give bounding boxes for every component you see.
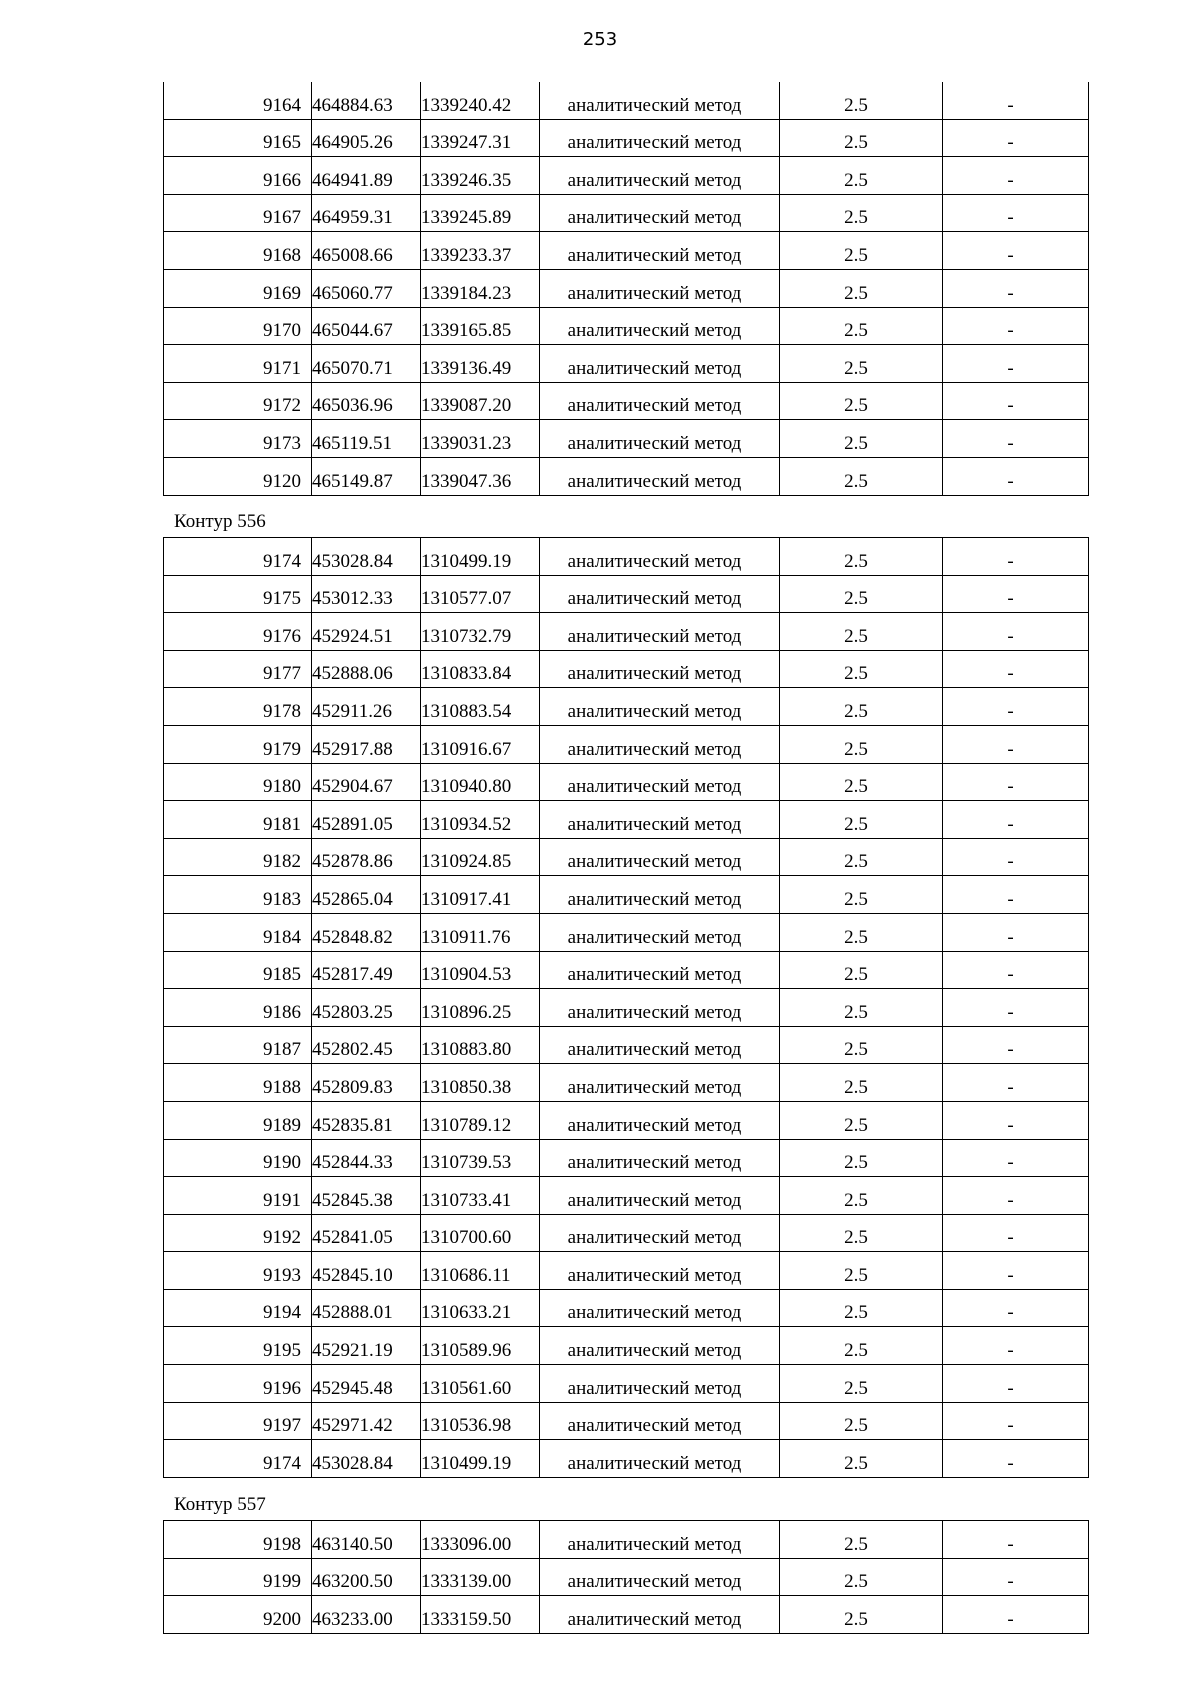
contour-label-556: Контур 556	[174, 511, 266, 532]
table-row	[164, 1214, 1089, 1252]
y-coordinate-cell: 1339247.31	[421, 119, 540, 157]
accuracy-cell: 2.5	[780, 119, 943, 157]
note-cell: -	[943, 575, 1089, 613]
x-coordinate-cell: 452971.42	[312, 1402, 421, 1440]
y-coordinate-cell: 1310833.84	[421, 650, 540, 688]
table-row	[164, 725, 1089, 763]
accuracy-cell: 2.5	[780, 613, 943, 651]
accuracy-cell: 2.5	[780, 1064, 943, 1102]
y-coordinate-cell: 1310577.07	[421, 575, 540, 613]
note-cell: -	[943, 1026, 1089, 1064]
y-coordinate-cell: 1310536.98	[421, 1402, 540, 1440]
y-coordinate-cell: 1339087.20	[421, 382, 540, 420]
method-cell: аналитический метод	[540, 838, 780, 876]
point-number-cell: 9174	[164, 538, 312, 576]
table-row	[164, 82, 1089, 119]
note-cell: -	[943, 613, 1089, 651]
accuracy-cell: 2.5	[780, 1026, 943, 1064]
table-row	[164, 1402, 1089, 1440]
x-coordinate-cell: 464959.31	[312, 194, 421, 232]
point-number-cell: 9167	[164, 194, 312, 232]
note-cell: -	[943, 538, 1089, 576]
table-row	[164, 913, 1089, 951]
accuracy-cell: 2.5	[780, 232, 943, 270]
method-cell: аналитический метод	[540, 1214, 780, 1252]
y-coordinate-cell: 1339165.85	[421, 307, 540, 345]
y-coordinate-cell: 1310940.80	[421, 763, 540, 801]
accuracy-cell: 2.5	[780, 575, 943, 613]
note-cell: -	[943, 1177, 1089, 1215]
method-cell: аналитический метод	[540, 457, 780, 495]
point-number-cell: 9187	[164, 1026, 312, 1064]
method-cell: аналитический метод	[540, 913, 780, 951]
method-cell: аналитический метод	[540, 1289, 780, 1327]
x-coordinate-cell: 464941.89	[312, 157, 421, 195]
point-number-cell: 9182	[164, 838, 312, 876]
x-coordinate-cell: 452809.83	[312, 1064, 421, 1102]
accuracy-cell: 2.5	[780, 1139, 943, 1177]
point-number-cell: 9176	[164, 613, 312, 651]
accuracy-cell: 2.5	[780, 382, 943, 420]
point-number-cell: 9194	[164, 1289, 312, 1327]
x-coordinate-cell: 452921.19	[312, 1327, 421, 1365]
method-cell: аналитический метод	[540, 194, 780, 232]
accuracy-cell: 2.5	[780, 1252, 943, 1290]
table-row	[164, 876, 1089, 914]
point-number-cell: 9172	[164, 382, 312, 420]
x-coordinate-cell: 452888.01	[312, 1289, 421, 1327]
y-coordinate-cell: 1333159.50	[421, 1596, 540, 1634]
point-number-cell: 9191	[164, 1177, 312, 1215]
note-cell: -	[943, 382, 1089, 420]
table-row	[164, 119, 1089, 157]
table-row	[164, 269, 1089, 307]
point-number-cell: 9189	[164, 1101, 312, 1139]
method-cell: аналитический метод	[540, 1521, 780, 1559]
note-cell: -	[943, 1521, 1089, 1559]
point-number-cell: 9200	[164, 1596, 312, 1634]
x-coordinate-cell: 463140.50	[312, 1521, 421, 1559]
method-cell: аналитический метод	[540, 157, 780, 195]
table-row	[164, 457, 1089, 495]
method-cell: аналитический метод	[540, 1558, 780, 1596]
method-cell: аналитический метод	[540, 613, 780, 651]
method-cell: аналитический метод	[540, 951, 780, 989]
note-cell: -	[943, 307, 1089, 345]
x-coordinate-cell: 452844.33	[312, 1139, 421, 1177]
y-coordinate-cell: 1310739.53	[421, 1139, 540, 1177]
point-number-cell: 9166	[164, 157, 312, 195]
coordinates-table-contour-557	[163, 1520, 1089, 1634]
point-number-cell: 9186	[164, 989, 312, 1027]
x-coordinate-cell: 452845.10	[312, 1252, 421, 1290]
note-cell: -	[943, 1214, 1089, 1252]
table-row	[164, 1177, 1089, 1215]
note-cell: -	[943, 194, 1089, 232]
table-row	[164, 307, 1089, 345]
accuracy-cell: 2.5	[780, 1365, 943, 1403]
table-row	[164, 801, 1089, 839]
point-number-cell: 9195	[164, 1327, 312, 1365]
y-coordinate-cell: 1333139.00	[421, 1558, 540, 1596]
method-cell: аналитический метод	[540, 269, 780, 307]
accuracy-cell: 2.5	[780, 1558, 943, 1596]
x-coordinate-cell: 464884.63	[312, 82, 421, 119]
accuracy-cell: 2.5	[780, 194, 943, 232]
table-row	[164, 1289, 1089, 1327]
accuracy-cell: 2.5	[780, 1440, 943, 1478]
table-row	[164, 1026, 1089, 1064]
accuracy-cell: 2.5	[780, 1596, 943, 1634]
y-coordinate-cell: 1339047.36	[421, 457, 540, 495]
note-cell: -	[943, 1440, 1089, 1478]
x-coordinate-cell: 452917.88	[312, 725, 421, 763]
method-cell: аналитический метод	[540, 1252, 780, 1290]
x-coordinate-cell: 465036.96	[312, 382, 421, 420]
note-cell: -	[943, 269, 1089, 307]
method-cell: аналитический метод	[540, 1402, 780, 1440]
note-cell: -	[943, 1327, 1089, 1365]
accuracy-cell: 2.5	[780, 345, 943, 383]
accuracy-cell: 2.5	[780, 1289, 943, 1327]
y-coordinate-cell: 1310904.53	[421, 951, 540, 989]
method-cell: аналитический метод	[540, 307, 780, 345]
method-cell: аналитический метод	[540, 1365, 780, 1403]
note-cell: -	[943, 650, 1089, 688]
method-cell: аналитический метод	[540, 725, 780, 763]
y-coordinate-cell: 1310850.38	[421, 1064, 540, 1102]
note-cell: -	[943, 763, 1089, 801]
accuracy-cell: 2.5	[780, 876, 943, 914]
method-cell: аналитический метод	[540, 1327, 780, 1365]
note-cell: -	[943, 232, 1089, 270]
accuracy-cell: 2.5	[780, 1521, 943, 1559]
y-coordinate-cell: 1310499.19	[421, 538, 540, 576]
y-coordinate-cell: 1310732.79	[421, 613, 540, 651]
x-coordinate-cell: 452835.81	[312, 1101, 421, 1139]
table-row	[164, 838, 1089, 876]
accuracy-cell: 2.5	[780, 1327, 943, 1365]
x-coordinate-cell: 465060.77	[312, 269, 421, 307]
x-coordinate-cell: 452803.25	[312, 989, 421, 1027]
accuracy-cell: 2.5	[780, 82, 943, 119]
x-coordinate-cell: 452904.67	[312, 763, 421, 801]
y-coordinate-cell: 1310499.19	[421, 1440, 540, 1478]
point-number-cell: 9120	[164, 457, 312, 495]
x-coordinate-cell: 453028.84	[312, 538, 421, 576]
table-row	[164, 1252, 1089, 1290]
coordinates-table-continued	[163, 82, 1089, 496]
y-coordinate-cell: 1310934.52	[421, 801, 540, 839]
x-coordinate-cell: 453012.33	[312, 575, 421, 613]
method-cell: аналитический метод	[540, 382, 780, 420]
x-coordinate-cell: 452841.05	[312, 1214, 421, 1252]
x-coordinate-cell: 452865.04	[312, 876, 421, 914]
y-coordinate-cell: 1339240.42	[421, 82, 540, 119]
x-coordinate-cell: 465070.71	[312, 345, 421, 383]
y-coordinate-cell: 1310917.41	[421, 876, 540, 914]
table-row	[164, 1101, 1089, 1139]
note-cell: -	[943, 420, 1089, 458]
method-cell: аналитический метод	[540, 876, 780, 914]
note-cell: -	[943, 688, 1089, 726]
note-cell: -	[943, 725, 1089, 763]
note-cell: -	[943, 876, 1089, 914]
point-number-cell: 9175	[164, 575, 312, 613]
y-coordinate-cell: 1310561.60	[421, 1365, 540, 1403]
method-cell: аналитический метод	[540, 688, 780, 726]
point-number-cell: 9196	[164, 1365, 312, 1403]
table-row	[164, 420, 1089, 458]
note-cell: -	[943, 1139, 1089, 1177]
note-cell: -	[943, 119, 1089, 157]
point-number-cell: 9192	[164, 1214, 312, 1252]
x-coordinate-cell: 464905.26	[312, 119, 421, 157]
method-cell: аналитический метод	[540, 420, 780, 458]
point-number-cell: 9188	[164, 1064, 312, 1102]
x-coordinate-cell: 463200.50	[312, 1558, 421, 1596]
y-coordinate-cell: 1310916.67	[421, 725, 540, 763]
y-coordinate-cell: 1333096.00	[421, 1521, 540, 1559]
accuracy-cell: 2.5	[780, 157, 943, 195]
method-cell: аналитический метод	[540, 119, 780, 157]
table-row	[164, 345, 1089, 383]
point-number-cell: 9190	[164, 1139, 312, 1177]
method-cell: аналитический метод	[540, 538, 780, 576]
y-coordinate-cell: 1310789.12	[421, 1101, 540, 1139]
y-coordinate-cell: 1339245.89	[421, 194, 540, 232]
accuracy-cell: 2.5	[780, 951, 943, 989]
accuracy-cell: 2.5	[780, 838, 943, 876]
point-number-cell: 9173	[164, 420, 312, 458]
x-coordinate-cell: 452888.06	[312, 650, 421, 688]
note-cell: -	[943, 157, 1089, 195]
point-number-cell: 9169	[164, 269, 312, 307]
x-coordinate-cell: 452945.48	[312, 1365, 421, 1403]
note-cell: -	[943, 1064, 1089, 1102]
y-coordinate-cell: 1339233.37	[421, 232, 540, 270]
method-cell: аналитический метод	[540, 1064, 780, 1102]
y-coordinate-cell: 1339184.23	[421, 269, 540, 307]
table-row	[164, 1440, 1089, 1478]
y-coordinate-cell: 1310883.80	[421, 1026, 540, 1064]
point-number-cell: 9165	[164, 119, 312, 157]
method-cell: аналитический метод	[540, 1101, 780, 1139]
note-cell: -	[943, 951, 1089, 989]
point-number-cell: 9193	[164, 1252, 312, 1290]
table-row	[164, 1521, 1089, 1559]
point-number-cell: 9184	[164, 913, 312, 951]
x-coordinate-cell: 465044.67	[312, 307, 421, 345]
method-cell: аналитический метод	[540, 345, 780, 383]
y-coordinate-cell: 1310733.41	[421, 1177, 540, 1215]
point-number-cell: 9180	[164, 763, 312, 801]
y-coordinate-cell: 1310924.85	[421, 838, 540, 876]
method-cell: аналитический метод	[540, 1139, 780, 1177]
x-coordinate-cell: 452845.38	[312, 1177, 421, 1215]
x-coordinate-cell: 452802.45	[312, 1026, 421, 1064]
x-coordinate-cell: 465008.66	[312, 232, 421, 270]
table-row	[164, 1596, 1089, 1634]
point-number-cell: 9164	[164, 82, 312, 119]
point-number-cell: 9177	[164, 650, 312, 688]
accuracy-cell: 2.5	[780, 650, 943, 688]
table-row	[164, 1558, 1089, 1596]
point-number-cell: 9198	[164, 1521, 312, 1559]
x-coordinate-cell: 452911.26	[312, 688, 421, 726]
note-cell: -	[943, 913, 1089, 951]
y-coordinate-cell: 1310686.11	[421, 1252, 540, 1290]
table-row	[164, 575, 1089, 613]
y-coordinate-cell: 1310633.21	[421, 1289, 540, 1327]
accuracy-cell: 2.5	[780, 801, 943, 839]
method-cell: аналитический метод	[540, 801, 780, 839]
accuracy-cell: 2.5	[780, 688, 943, 726]
accuracy-cell: 2.5	[780, 269, 943, 307]
note-cell: -	[943, 1402, 1089, 1440]
x-coordinate-cell: 463233.00	[312, 1596, 421, 1634]
accuracy-cell: 2.5	[780, 763, 943, 801]
table-row	[164, 989, 1089, 1027]
method-cell: аналитический метод	[540, 1026, 780, 1064]
table-row	[164, 1064, 1089, 1102]
note-cell: -	[943, 838, 1089, 876]
method-cell: аналитический метод	[540, 1596, 780, 1634]
x-coordinate-cell: 452924.51	[312, 613, 421, 651]
point-number-cell: 9181	[164, 801, 312, 839]
table-row	[164, 1365, 1089, 1403]
note-cell: -	[943, 1289, 1089, 1327]
note-cell: -	[943, 1365, 1089, 1403]
x-coordinate-cell: 465149.87	[312, 457, 421, 495]
method-cell: аналитический метод	[540, 575, 780, 613]
accuracy-cell: 2.5	[780, 307, 943, 345]
point-number-cell: 9183	[164, 876, 312, 914]
note-cell: -	[943, 1558, 1089, 1596]
method-cell: аналитический метод	[540, 1440, 780, 1478]
x-coordinate-cell: 453028.84	[312, 1440, 421, 1478]
point-number-cell: 9197	[164, 1402, 312, 1440]
table-row	[164, 650, 1089, 688]
note-cell: -	[943, 82, 1089, 119]
table-row	[164, 194, 1089, 232]
y-coordinate-cell: 1339031.23	[421, 420, 540, 458]
note-cell: -	[943, 989, 1089, 1027]
accuracy-cell: 2.5	[780, 1177, 943, 1215]
y-coordinate-cell: 1310589.96	[421, 1327, 540, 1365]
method-cell: аналитический метод	[540, 82, 780, 119]
point-number-cell: 9170	[164, 307, 312, 345]
method-cell: аналитический метод	[540, 1177, 780, 1215]
note-cell: -	[943, 1252, 1089, 1290]
contour-label-557: Контур 557	[174, 1494, 266, 1515]
page-number: 253	[582, 29, 618, 50]
table-row	[164, 951, 1089, 989]
accuracy-cell: 2.5	[780, 989, 943, 1027]
accuracy-cell: 2.5	[780, 420, 943, 458]
y-coordinate-cell: 1310911.76	[421, 913, 540, 951]
accuracy-cell: 2.5	[780, 1214, 943, 1252]
point-number-cell: 9178	[164, 688, 312, 726]
note-cell: -	[943, 1596, 1089, 1634]
method-cell: аналитический метод	[540, 650, 780, 688]
accuracy-cell: 2.5	[780, 538, 943, 576]
method-cell: аналитический метод	[540, 763, 780, 801]
x-coordinate-cell: 452817.49	[312, 951, 421, 989]
x-coordinate-cell: 465119.51	[312, 420, 421, 458]
accuracy-cell: 2.5	[780, 1402, 943, 1440]
table-row	[164, 1139, 1089, 1177]
table-row	[164, 613, 1089, 651]
table-row	[164, 1327, 1089, 1365]
accuracy-cell: 2.5	[780, 913, 943, 951]
point-number-cell: 9199	[164, 1558, 312, 1596]
method-cell: аналитический метод	[540, 989, 780, 1027]
table-row	[164, 157, 1089, 195]
accuracy-cell: 2.5	[780, 725, 943, 763]
point-number-cell: 9168	[164, 232, 312, 270]
y-coordinate-cell: 1310700.60	[421, 1214, 540, 1252]
y-coordinate-cell: 1310896.25	[421, 989, 540, 1027]
point-number-cell: 9174	[164, 1440, 312, 1478]
y-coordinate-cell: 1339246.35	[421, 157, 540, 195]
x-coordinate-cell: 452848.82	[312, 913, 421, 951]
note-cell: -	[943, 801, 1089, 839]
accuracy-cell: 2.5	[780, 1101, 943, 1139]
table-row	[164, 763, 1089, 801]
note-cell: -	[943, 457, 1089, 495]
x-coordinate-cell: 452878.86	[312, 838, 421, 876]
table-row	[164, 688, 1089, 726]
point-number-cell: 9179	[164, 725, 312, 763]
point-number-cell: 9171	[164, 345, 312, 383]
note-cell: -	[943, 345, 1089, 383]
accuracy-cell: 2.5	[780, 457, 943, 495]
table-row	[164, 232, 1089, 270]
table-row	[164, 538, 1089, 576]
y-coordinate-cell: 1310883.54	[421, 688, 540, 726]
method-cell: аналитический метод	[540, 232, 780, 270]
table-row	[164, 382, 1089, 420]
point-number-cell: 9185	[164, 951, 312, 989]
x-coordinate-cell: 452891.05	[312, 801, 421, 839]
note-cell: -	[943, 1101, 1089, 1139]
y-coordinate-cell: 1339136.49	[421, 345, 540, 383]
coordinates-table-contour-556	[163, 537, 1089, 1478]
